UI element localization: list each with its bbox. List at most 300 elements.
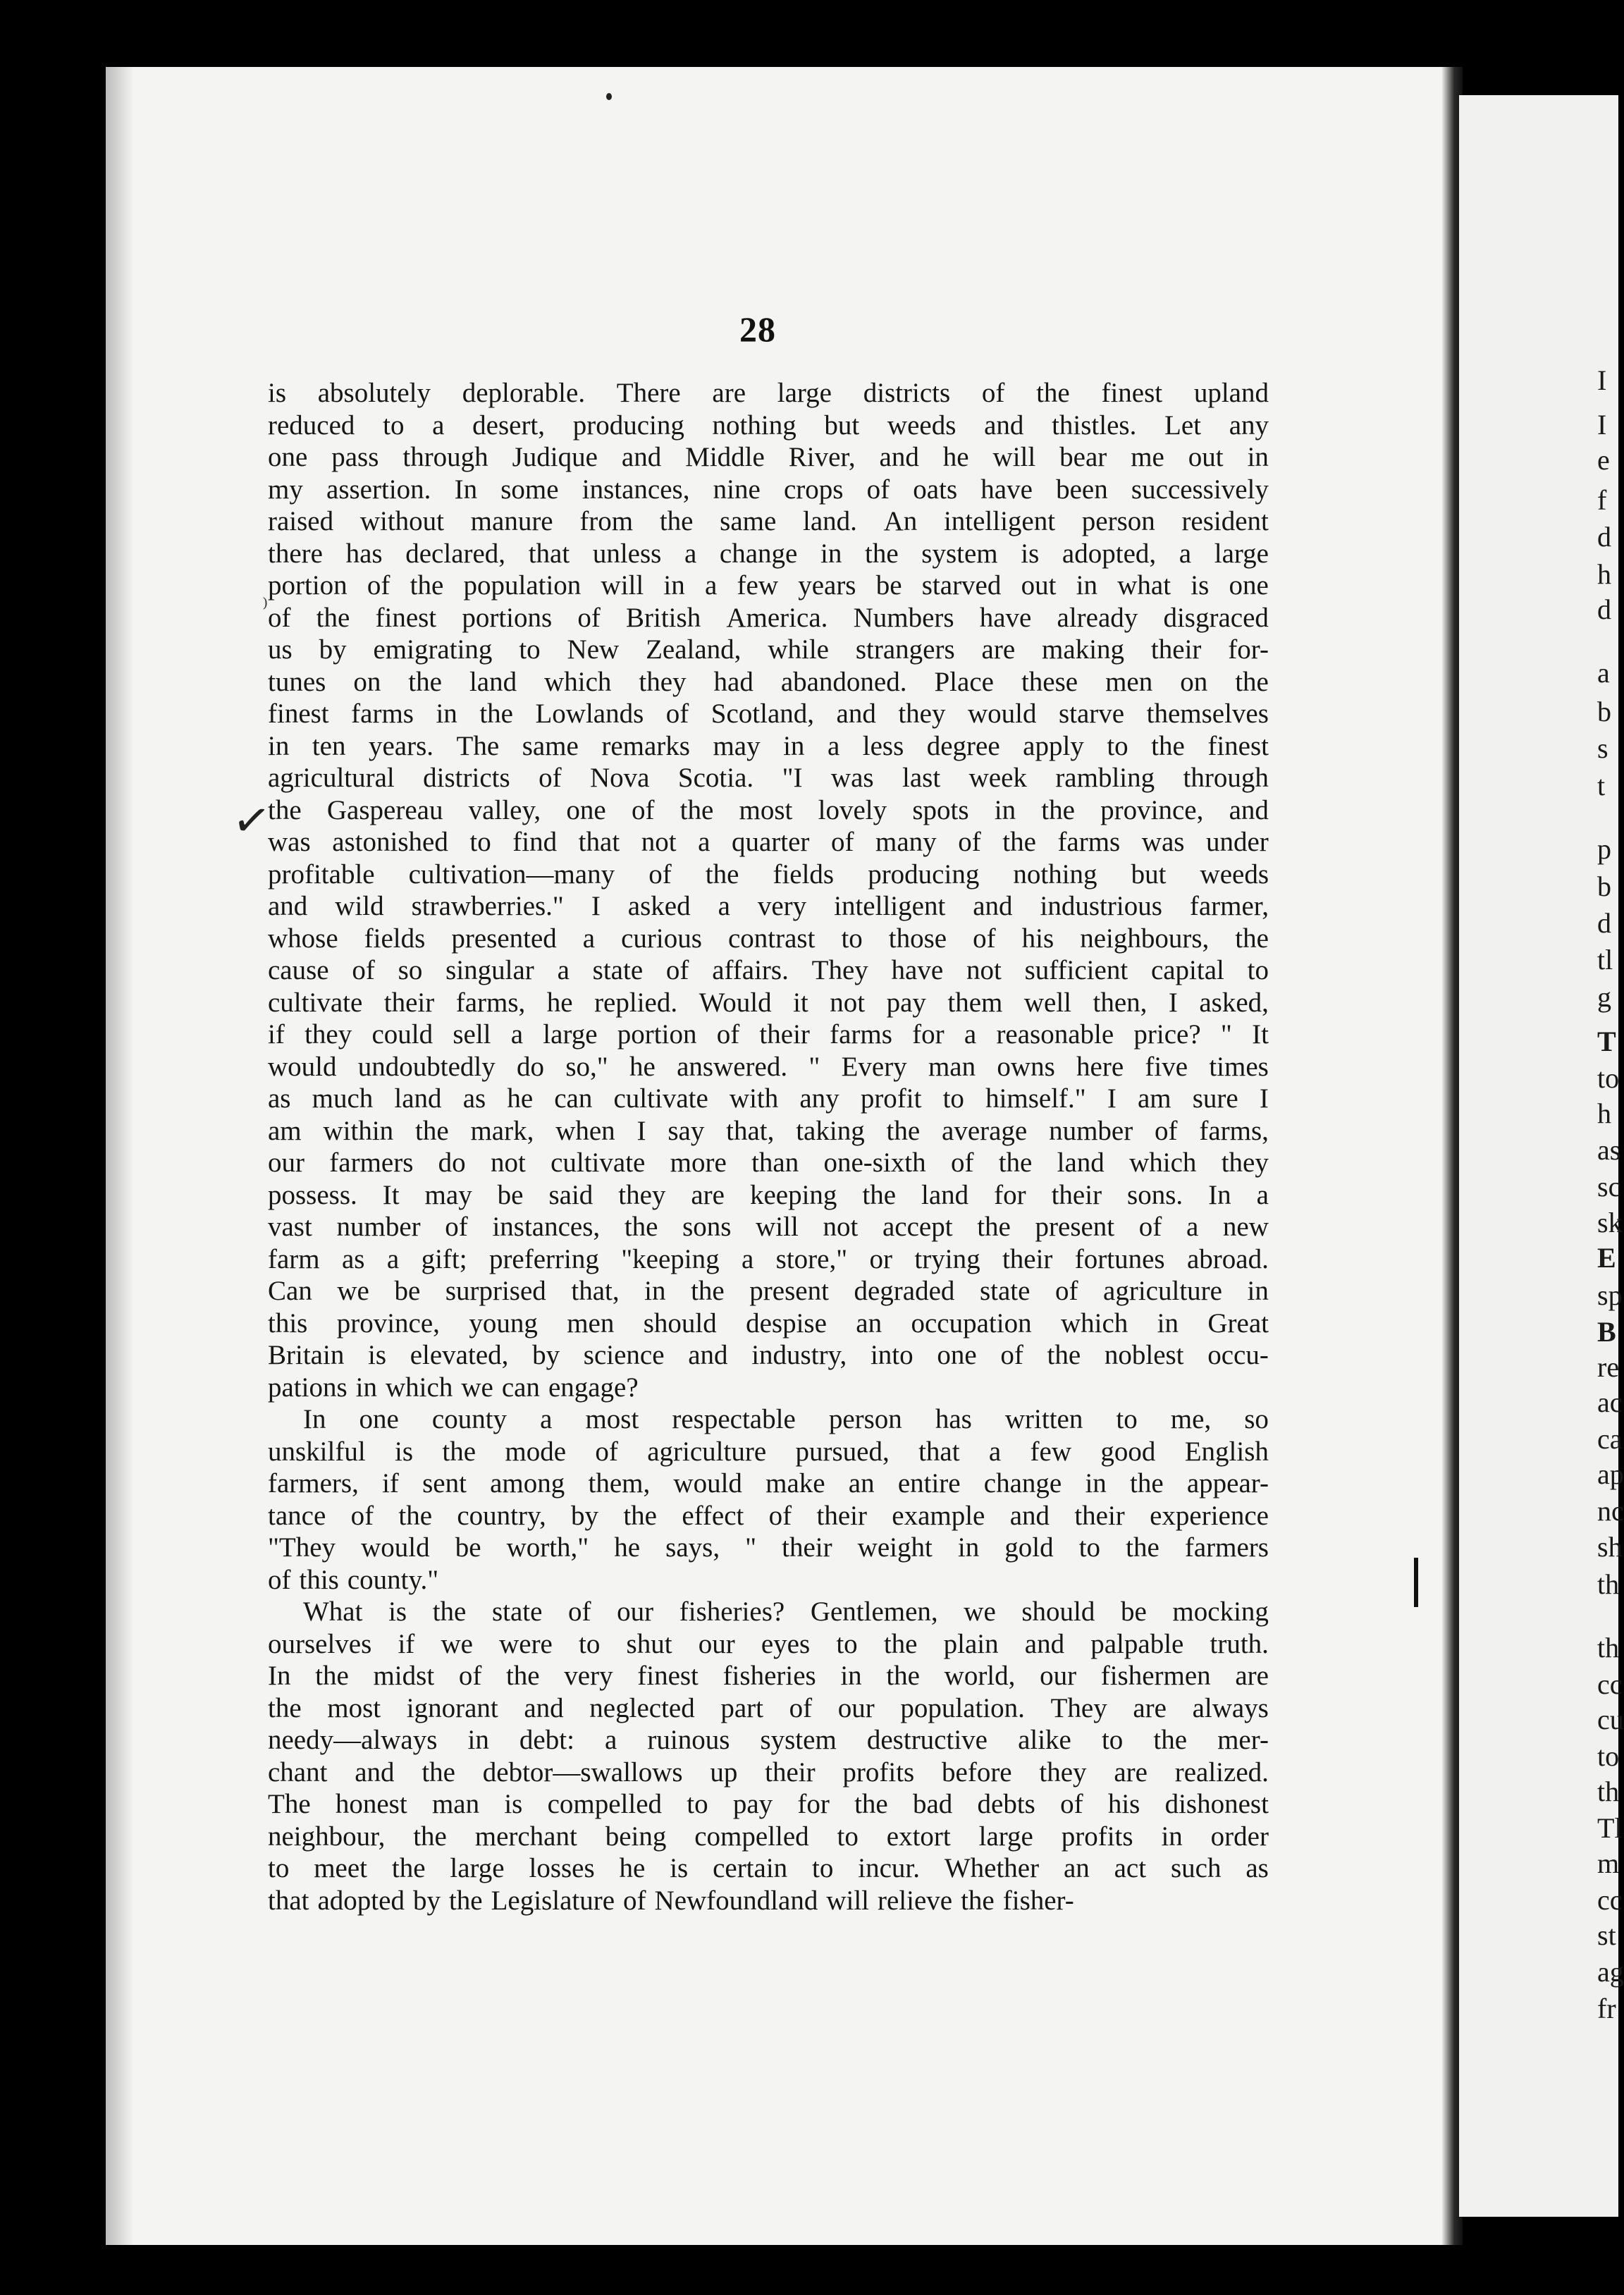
- word: profit: [860, 1083, 922, 1114]
- next-page-fragment: fr: [1597, 1993, 1616, 2024]
- word: weeds: [887, 410, 956, 441]
- word: province,: [336, 1308, 440, 1339]
- word: intelligent: [943, 506, 1056, 536]
- word: experience: [1150, 1500, 1269, 1531]
- page-edge-shadow: [106, 67, 134, 2245]
- word: an: [856, 1308, 882, 1339]
- word: America.: [726, 602, 828, 633]
- word: may: [713, 730, 761, 761]
- word: ": [1220, 1019, 1232, 1050]
- word: a: [827, 730, 840, 761]
- word: and: [268, 891, 308, 921]
- word: the: [1151, 730, 1185, 761]
- next-page-fragment: cc: [1597, 1668, 1623, 1700]
- word: in: [268, 730, 290, 761]
- next-page-fragment: sc: [1597, 1171, 1621, 1202]
- word: gift;: [421, 1243, 467, 1274]
- word: then,: [1093, 987, 1148, 1018]
- word: they: [1221, 1148, 1269, 1178]
- word: of: [445, 1212, 468, 1242]
- word: elevated,: [410, 1340, 509, 1370]
- word: population: [463, 570, 582, 601]
- word: portion: [268, 570, 347, 601]
- word: their: [782, 1532, 832, 1563]
- word: Whether: [944, 1853, 1040, 1883]
- word: be: [1121, 1596, 1147, 1627]
- word: Zealand,: [646, 634, 742, 665]
- word: for: [912, 1019, 945, 1050]
- word: be: [394, 1276, 421, 1306]
- word: and: [524, 1692, 564, 1723]
- word: River,: [788, 442, 856, 472]
- word: wild: [335, 891, 384, 921]
- word: truth.: [1210, 1628, 1269, 1659]
- next-page-fragment: Tl: [1597, 1812, 1623, 1844]
- text-line: [268, 730, 1269, 763]
- word: the: [1036, 378, 1070, 408]
- word: has: [345, 538, 383, 569]
- word: example: [892, 1500, 985, 1531]
- word: the: [1235, 666, 1269, 697]
- word: by: [532, 1340, 560, 1370]
- word: I: [1168, 987, 1178, 1018]
- word: worth,": [506, 1532, 589, 1563]
- word: us: [268, 634, 293, 665]
- word: Scotland,: [710, 699, 815, 729]
- word: find: [512, 827, 558, 857]
- word: of: [950, 1148, 974, 1178]
- word: that,: [726, 1115, 775, 1146]
- word: presented: [451, 923, 557, 954]
- text-line: [268, 1179, 1269, 1212]
- word: in: [663, 570, 685, 601]
- text-line: [268, 634, 1269, 666]
- word: do: [438, 1148, 466, 1178]
- word: An: [883, 506, 918, 536]
- word: nothing: [1013, 859, 1097, 890]
- next-page-fragment: e: [1597, 444, 1610, 476]
- word: much: [312, 1083, 374, 1114]
- word: palpable: [1090, 1628, 1184, 1659]
- word: will: [992, 442, 1036, 472]
- word: neglected: [589, 1692, 695, 1723]
- word: of: [595, 1436, 618, 1467]
- word: very: [564, 1661, 613, 1691]
- word: could: [371, 1019, 433, 1050]
- word: one: [566, 794, 606, 825]
- word: state: [979, 1276, 1031, 1306]
- word: meet: [314, 1853, 367, 1883]
- next-page-fragment: to: [1597, 1740, 1620, 1772]
- text-line: [268, 1083, 1269, 1115]
- word: quarter: [731, 827, 810, 857]
- word: absolutely: [317, 378, 431, 408]
- word: tunes: [268, 666, 326, 697]
- word: degraded: [854, 1276, 955, 1306]
- word: to: [687, 1789, 708, 1819]
- word: young: [469, 1308, 538, 1339]
- word: the: [886, 1661, 920, 1691]
- word: we: [964, 1596, 996, 1627]
- text-line: [268, 538, 1269, 570]
- word: Judique: [512, 442, 598, 472]
- word: in: [436, 699, 457, 729]
- word: are: [1235, 1661, 1269, 1691]
- word: but: [824, 410, 860, 441]
- word: what: [1117, 570, 1171, 601]
- word: "They: [268, 1532, 336, 1563]
- word: successively: [1131, 474, 1269, 505]
- text-line: [268, 1852, 1269, 1885]
- word: of: [648, 859, 672, 890]
- word: In: [268, 1661, 291, 1691]
- word: have: [979, 602, 1032, 633]
- word: to: [837, 1821, 859, 1852]
- word: Britain: [268, 1340, 345, 1370]
- word: may: [424, 1179, 472, 1210]
- word: than: [751, 1148, 799, 1178]
- word: occupation: [911, 1308, 1032, 1339]
- word: the: [624, 1212, 658, 1242]
- word: not: [966, 955, 1002, 985]
- next-page-fragment: s: [1597, 732, 1608, 764]
- word: agricultural: [268, 763, 395, 793]
- word: when: [555, 1115, 615, 1146]
- word: the: [854, 1789, 888, 1819]
- text-line: [268, 794, 1269, 827]
- word: oats: [913, 474, 958, 505]
- word: me,: [1170, 1404, 1212, 1434]
- word: to: [836, 1628, 858, 1659]
- word: part: [720, 1692, 763, 1723]
- word: their: [1002, 1243, 1053, 1274]
- word: profits: [842, 1756, 915, 1788]
- word: disgraced: [1163, 602, 1269, 633]
- word: do: [517, 1051, 545, 1082]
- word: a: [988, 1436, 1002, 1467]
- word: I: [1259, 1083, 1269, 1114]
- text-line: [268, 762, 1269, 794]
- word: to: [1078, 1532, 1101, 1563]
- word: an: [1063, 1853, 1090, 1883]
- next-page-fragment: b: [1597, 696, 1611, 727]
- word: and: [984, 410, 1024, 441]
- word: been: [1056, 474, 1108, 505]
- word: had: [713, 666, 753, 697]
- word: contrast: [727, 923, 816, 954]
- word: the: [410, 570, 444, 601]
- word: the: [1235, 923, 1269, 954]
- word: the: [1153, 1725, 1188, 1755]
- word: in: [467, 1725, 489, 1755]
- page-number: 28: [739, 309, 776, 349]
- word: of: [1155, 1115, 1178, 1146]
- check-mark-icon: ✓: [229, 792, 274, 850]
- word: occu-: [1207, 1340, 1269, 1370]
- word: should: [1021, 1596, 1095, 1627]
- word: starved: [921, 570, 1002, 601]
- word: cultivation—many: [408, 859, 615, 890]
- word: midst: [373, 1661, 435, 1691]
- text-line: [268, 1596, 1269, 1628]
- word: debt:: [519, 1725, 574, 1755]
- word: answered.: [677, 1051, 788, 1082]
- word: spots: [912, 794, 969, 825]
- word: few: [1030, 1436, 1072, 1467]
- word: years.: [369, 730, 434, 761]
- word: the: [408, 666, 442, 697]
- word: ten: [312, 730, 346, 761]
- word: vast: [268, 1212, 312, 1242]
- word: men: [1105, 666, 1153, 697]
- word: men: [567, 1308, 615, 1339]
- word: profitable: [268, 859, 375, 890]
- word: with: [729, 1083, 779, 1114]
- word: sell: [453, 1019, 491, 1050]
- next-page-fragment: ap: [1597, 1458, 1624, 1490]
- word: is: [368, 1340, 387, 1370]
- word: should: [643, 1308, 717, 1339]
- word: mode: [505, 1436, 567, 1467]
- word: respectable: [672, 1404, 796, 1434]
- word: times: [1209, 1051, 1269, 1082]
- word: we: [441, 1628, 473, 1659]
- word: land: [921, 1179, 969, 1210]
- word: one: [937, 1340, 977, 1370]
- text-line: [268, 1724, 1269, 1756]
- word: and: [1024, 1628, 1065, 1659]
- text-line: [268, 570, 1269, 602]
- word: here: [1076, 1051, 1124, 1082]
- word: that: [578, 827, 620, 857]
- word: years: [798, 570, 856, 601]
- word: instances,: [492, 1212, 601, 1242]
- text-line: [268, 410, 1269, 442]
- word: are: [1114, 1756, 1148, 1788]
- word: profits: [1061, 1821, 1133, 1852]
- word: thistles.: [1052, 410, 1137, 441]
- word: Scotia.: [677, 763, 754, 793]
- word: can: [554, 1083, 593, 1114]
- word: has: [935, 1404, 972, 1434]
- next-page-fragment: I: [1597, 364, 1607, 396]
- word: portion: [617, 1019, 697, 1050]
- body-text: [268, 377, 1269, 1916]
- word: are: [691, 1179, 725, 1210]
- word: his: [1021, 923, 1054, 954]
- text-line: [268, 1500, 1269, 1532]
- word: certain: [713, 1853, 788, 1883]
- word: the: [864, 538, 899, 569]
- word: as: [462, 1083, 486, 1114]
- word: in: [783, 730, 805, 761]
- word: honest: [335, 1789, 407, 1819]
- word: through: [1183, 763, 1269, 793]
- word: fisheries: [722, 1661, 816, 1691]
- word: of: [623, 1885, 646, 1916]
- word: plain: [943, 1628, 999, 1659]
- word: producing: [572, 410, 684, 441]
- text-line: [268, 1051, 1269, 1083]
- word: he: [942, 442, 969, 472]
- word: in: [1157, 1308, 1179, 1339]
- next-page-fragment: th: [1597, 1776, 1620, 1807]
- word: the: [398, 1500, 433, 1531]
- word: very: [757, 891, 807, 921]
- word: not: [823, 1212, 859, 1242]
- text-line: [268, 826, 1269, 859]
- text-line: [268, 441, 1269, 474]
- word: was: [830, 763, 874, 793]
- word: same: [720, 506, 777, 536]
- word: the: [479, 699, 513, 729]
- word: will: [826, 1885, 869, 1916]
- word: the: [679, 794, 714, 825]
- word: It: [382, 1179, 400, 1210]
- next-page-fragment: ac: [1597, 1386, 1623, 1418]
- word: not: [490, 1148, 526, 1178]
- word: the: [883, 1628, 918, 1659]
- word: of: [665, 955, 689, 985]
- word: into: [870, 1340, 914, 1370]
- word: trying: [914, 1243, 980, 1274]
- word: the: [442, 1436, 476, 1467]
- word: he: [546, 987, 573, 1018]
- word: already: [1057, 602, 1138, 633]
- word: man: [928, 1051, 976, 1082]
- word: county.": [347, 1564, 439, 1595]
- next-page-fragment: I: [1597, 409, 1607, 441]
- word: resident: [1181, 506, 1269, 536]
- text-line: [268, 1147, 1269, 1179]
- word: compelled: [547, 1789, 663, 1819]
- word: starve: [1058, 699, 1125, 729]
- word: written: [1004, 1404, 1083, 1434]
- word: if: [268, 1019, 285, 1050]
- word: in: [1076, 570, 1097, 601]
- word: as: [268, 1083, 291, 1114]
- word: Would: [699, 987, 772, 1018]
- word: portions: [462, 602, 553, 633]
- word: the: [448, 1885, 483, 1916]
- word: and: [836, 699, 876, 729]
- word: intelligent: [834, 891, 946, 921]
- word: of: [268, 602, 291, 633]
- word: is: [670, 1853, 689, 1883]
- word: out: [1021, 570, 1057, 601]
- word: this: [268, 1308, 308, 1339]
- word: while: [768, 634, 829, 665]
- word: deplorable.: [462, 378, 586, 408]
- word: would: [673, 1468, 742, 1499]
- word: declared,: [405, 538, 506, 569]
- word: fields: [364, 923, 426, 954]
- text-line: [268, 1468, 1269, 1500]
- word: most: [739, 794, 793, 825]
- word: few: [737, 570, 778, 601]
- word: strangers: [855, 634, 955, 665]
- word: this: [299, 1564, 339, 1595]
- word: bear: [1059, 442, 1107, 472]
- word: some: [500, 474, 559, 505]
- word: but: [1131, 859, 1167, 890]
- word: that: [918, 1436, 960, 1467]
- word: person: [828, 1404, 902, 1434]
- word: a: [604, 1725, 617, 1755]
- text-line: [268, 1115, 1269, 1148]
- word: are: [981, 634, 1016, 665]
- word: so: [398, 955, 423, 985]
- text-line: [268, 1885, 1269, 1917]
- word: change: [983, 1468, 1062, 1499]
- word: In: [303, 1404, 326, 1434]
- word: Lowlands: [535, 699, 644, 729]
- word: our: [837, 1692, 875, 1723]
- word: our: [268, 1148, 304, 1178]
- word: would: [967, 699, 1037, 729]
- binding-mark: [606, 93, 612, 100]
- word: finest: [1207, 730, 1269, 761]
- word: fortunes: [1074, 1243, 1165, 1274]
- word: an: [848, 1468, 875, 1499]
- text-line: [268, 377, 1269, 410]
- word: to: [1247, 955, 1269, 985]
- word: five: [1145, 1051, 1188, 1082]
- word: and: [355, 1756, 395, 1788]
- word: the: [977, 1212, 1011, 1242]
- word: from: [579, 506, 634, 536]
- word: the: [422, 1756, 455, 1788]
- word: farms,: [1199, 1115, 1269, 1146]
- word: engage?: [548, 1372, 639, 1403]
- word: dishonest: [1164, 1789, 1269, 1819]
- word: price?: [1133, 1019, 1201, 1050]
- word: is: [268, 378, 287, 408]
- word: possess.: [268, 1179, 357, 1210]
- word: order: [1210, 1821, 1269, 1852]
- word: apply: [1023, 730, 1084, 761]
- word: the: [1002, 827, 1036, 857]
- text-line: [268, 1532, 1269, 1564]
- next-page-strip: [1459, 95, 1621, 2217]
- word: well: [1023, 987, 1071, 1018]
- word: tance: [268, 1500, 326, 1531]
- word: of: [367, 570, 390, 601]
- word: to: [1101, 1725, 1124, 1755]
- word: that: [528, 538, 570, 569]
- word: keeping: [749, 1179, 837, 1210]
- word: those: [888, 923, 947, 954]
- word: the: [268, 794, 302, 825]
- word: of: [350, 1500, 374, 1531]
- word: farms,: [455, 987, 526, 1018]
- word: adopted: [317, 1885, 405, 1916]
- word: whose: [268, 923, 338, 954]
- word: he: [614, 1532, 641, 1563]
- word: will: [601, 570, 644, 601]
- word: districts: [863, 378, 951, 408]
- word: mocking: [1172, 1596, 1269, 1627]
- text-line: [268, 1403, 1269, 1436]
- word: less: [862, 730, 904, 761]
- word: population.: [900, 1692, 1025, 1723]
- word: store,": [775, 1243, 848, 1274]
- word: would: [361, 1532, 430, 1563]
- word: such: [1170, 1853, 1222, 1883]
- word: There: [616, 378, 681, 408]
- word: is: [504, 1789, 523, 1819]
- word: of: [458, 1661, 482, 1691]
